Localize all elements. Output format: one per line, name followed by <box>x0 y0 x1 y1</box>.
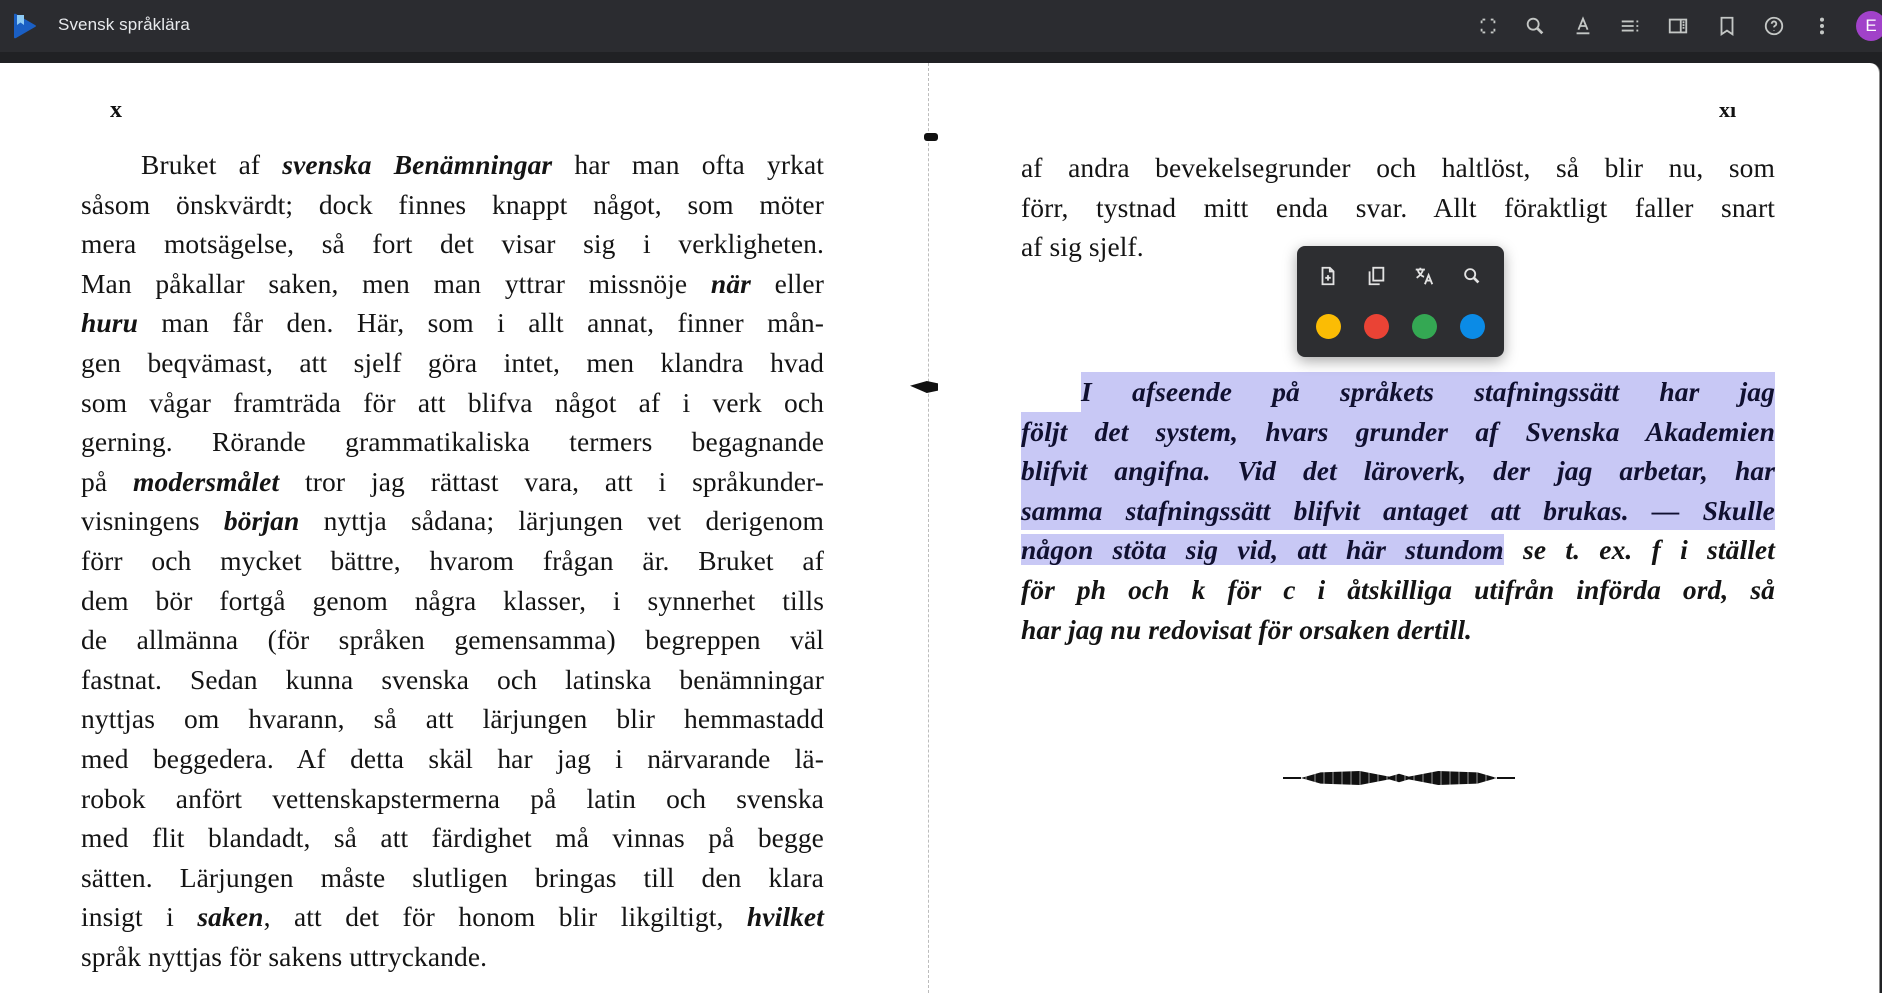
selected-text[interactable]: I afseende på språkets stafningssätt har jag <box>1081 372 1775 412</box>
text-line: Man påkallar saken, men man yttrar missnöje när eller <box>81 267 824 299</box>
text-line: med beggedera. Af detta skäl har jag i närvarande lä- <box>81 742 824 774</box>
bookmark-button[interactable] <box>1713 12 1741 40</box>
text-line: på modersmålet tror jag rättast vara, att i språkunder- <box>81 465 824 497</box>
text-line: gen beqvämast, att sjelf göra intet, men klandra hvad <box>81 346 824 378</box>
text-line: såsom önskvärdt; dock finnes knappt något, som möter <box>81 188 824 220</box>
selected-text[interactable]: blifvit angifna. Vid det läroverk, der jag arbetar, har <box>1021 451 1775 491</box>
text-line: har jag nu redovisat för orsaken dertill. <box>1021 613 1473 645</box>
right-page-paragraph-2[interactable] <box>1021 372 1775 649</box>
right-page <box>935 63 1880 993</box>
avatar-initial: E <box>1865 16 1877 35</box>
text-line: mera motsägelse, så fort det visar sig i verkligheten. <box>81 228 824 260</box>
highlight-yellow-swatch[interactable] <box>1316 314 1341 339</box>
left-page-text[interactable] <box>81 145 824 976</box>
highlight-green-swatch[interactable] <box>1412 314 1437 339</box>
search-icon <box>1461 265 1483 287</box>
text-line: som vågar framträda för att blifva något af i verk och <box>81 386 824 418</box>
selected-text[interactable]: samma stafningssätt blifvit antaget att brukas. — Skulle <box>1021 491 1775 531</box>
text-line: förr och mycket bättre, hvarom frågan är. Bruket af <box>81 544 824 576</box>
fullscreen-button[interactable] <box>1474 12 1502 40</box>
text-line: med flit blandadt, så att färdighet må vinnas på begge <box>81 822 824 854</box>
text-line: huru man får den. Här, som i allt annat, finner mån- <box>81 307 824 339</box>
display-options-button[interactable] <box>1569 12 1597 40</box>
text-line: någon stöta sig vid, att här stundom se t. ex. f i stället <box>1021 534 1775 566</box>
translate-button[interactable] <box>1408 260 1440 292</box>
text-line <box>1021 451 1775 491</box>
text-line: för ph och k för c i åtskilliga utifrån införda ord, så <box>1021 573 1775 605</box>
more-options-button[interactable] <box>1808 12 1836 40</box>
page-gutter <box>928 63 930 993</box>
fullscreen-icon <box>1477 15 1499 37</box>
search-icon <box>1524 15 1546 37</box>
text-line <box>1021 491 1775 531</box>
page-number: x <box>110 97 122 123</box>
table-of-contents-icon <box>1619 15 1641 37</box>
text-line: de allmänna (för språken gemensamma) begreppen väl <box>81 624 824 656</box>
copy-button[interactable] <box>1360 260 1392 292</box>
copy-icon <box>1365 265 1387 287</box>
text-format-icon <box>1572 15 1594 37</box>
highlight-blue-swatch[interactable] <box>1460 314 1485 339</box>
translate-icon <box>1413 265 1435 287</box>
search-button[interactable] <box>1521 12 1549 40</box>
play-books-logo-icon[interactable] <box>10 12 38 40</box>
more-vert-icon <box>1811 15 1833 37</box>
text-line: insigt i saken, att det för honom blir likgiltigt, hvilket <box>81 901 824 933</box>
selection-action-popup <box>1297 246 1504 357</box>
account-avatar[interactable] <box>1856 11 1882 41</box>
notes-panel-button[interactable] <box>1664 12 1692 40</box>
text-line: nyttjas om hvarann, så att lärjungen blir hemmastadd <box>81 703 824 735</box>
side-panel-icon <box>1667 15 1689 37</box>
help-icon <box>1763 15 1785 37</box>
highlight-red-swatch[interactable] <box>1364 314 1389 339</box>
selected-text[interactable]: följt det system, hvars grunder af Svenska Akademien <box>1021 412 1775 452</box>
text-line <box>1021 412 1775 452</box>
text-line: gerning. Rörande grammatikaliska termers begagnande <box>81 426 824 458</box>
left-page <box>0 63 935 993</box>
text-line: språk nyttjas för sakens uttryckande. <box>81 940 488 972</box>
text-line: sätten. Lärjungen måste slutligen bringas till den klara <box>81 861 824 893</box>
contents-button[interactable] <box>1616 12 1644 40</box>
add-note-button[interactable] <box>1312 260 1344 292</box>
book-title: Svensk språklära <box>58 15 190 34</box>
text-line: af sig sjelf. <box>1021 231 1144 263</box>
text-line: dem bör fortgå genom några klasser, i synnerhet tills <box>81 584 824 616</box>
bookmark-icon <box>1716 15 1738 37</box>
selected-text[interactable]: någon stöta sig vid, att här stundom <box>1021 534 1504 566</box>
note-add-icon <box>1317 265 1339 287</box>
text-line: visningens början nyttja sådana; lärjungen vet derigenom <box>81 505 824 537</box>
text-line: af andra bevekelsegrunder och haltlöst, så blir nu, som <box>1021 152 1775 183</box>
text-line: fastnat. Sedan kunna svenska och latinska benämningar <box>81 663 824 695</box>
text-line: förr, tystnad mitt enda svar. Allt föraktligt faller snart <box>1021 191 1775 223</box>
book-viewer[interactable] <box>0 63 1880 993</box>
text-line: Bruket af svenska Benämningar har man ofta yrkat <box>141 149 824 180</box>
app-header <box>0 0 1882 52</box>
help-button[interactable] <box>1760 12 1788 40</box>
text-line <box>1021 372 1775 412</box>
search-selection-button[interactable] <box>1456 260 1488 292</box>
page-number: xı <box>1719 97 1737 122</box>
decorative-rule-ornament <box>1283 770 1515 786</box>
text-line: robok anfört vettenskapstermerna på latin och svenska <box>81 782 824 814</box>
